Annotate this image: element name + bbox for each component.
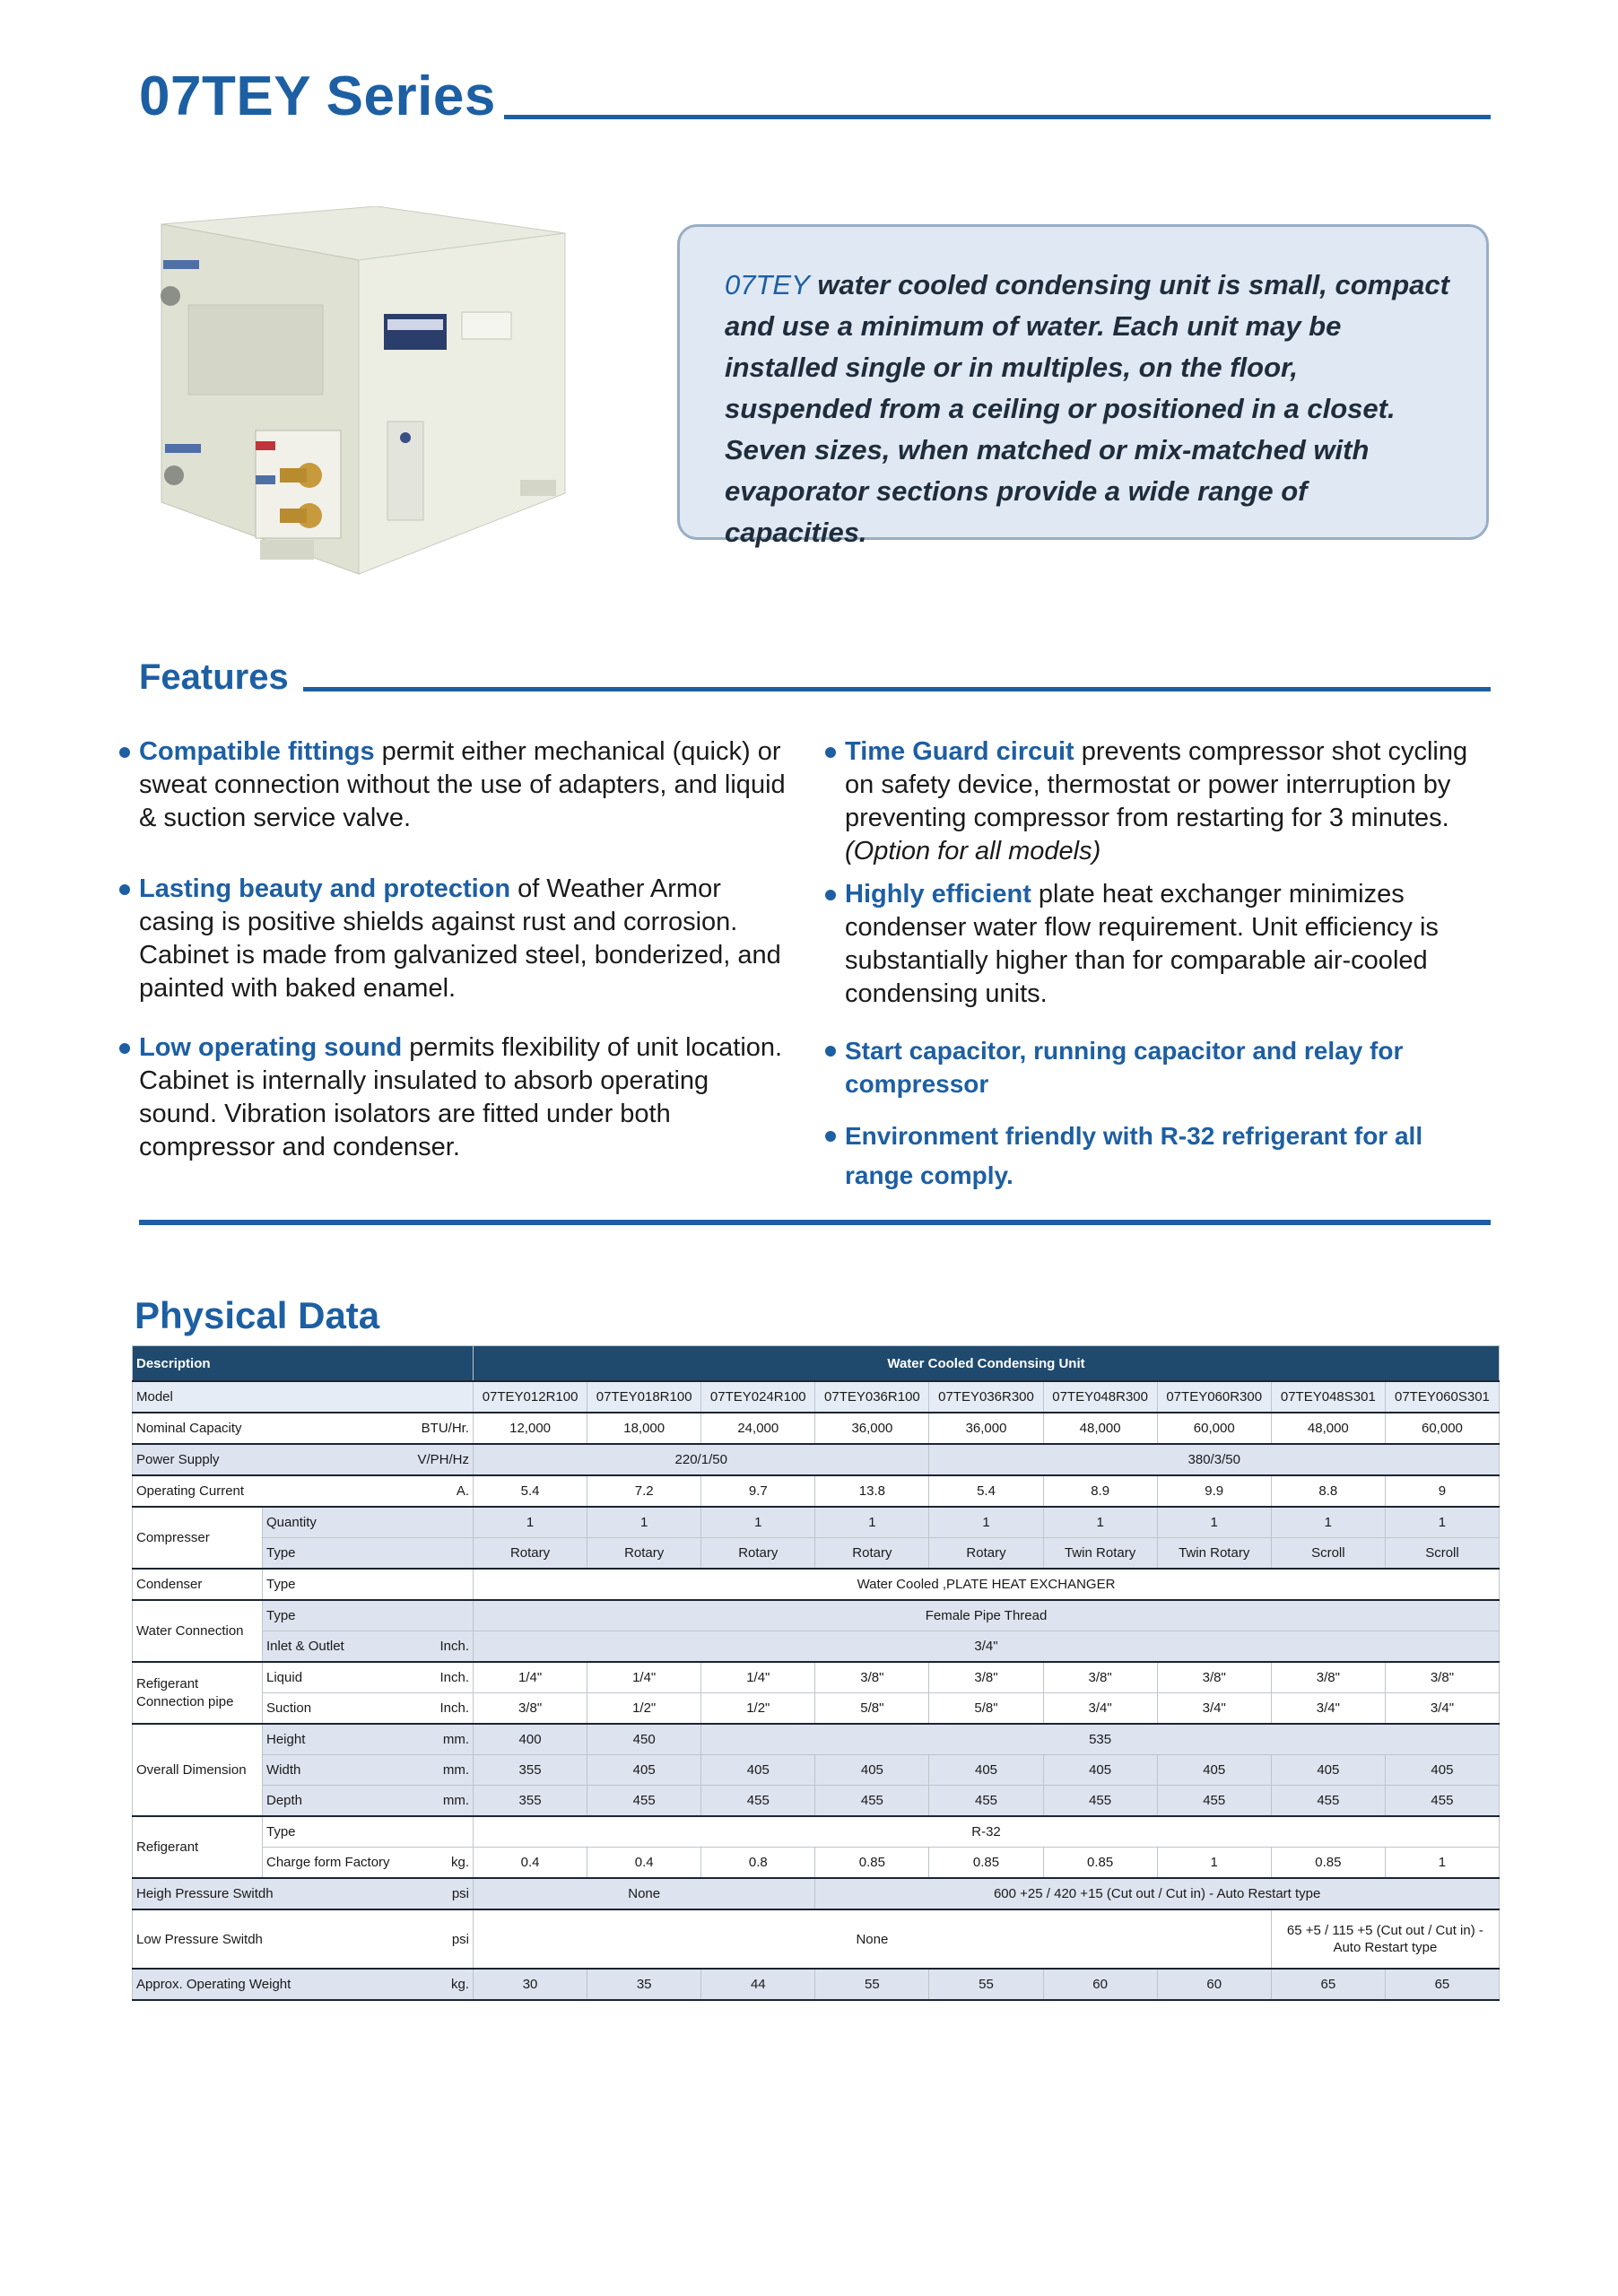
table-row <box>133 1786 1500 1817</box>
row-label-text: Charge form Factory <box>266 1855 390 1870</box>
table-cell: 36,000 <box>929 1413 1043 1444</box>
table-cell: 35 <box>587 1969 701 2000</box>
table-cell: 36,000 <box>815 1413 929 1444</box>
table-cell: 1/4" <box>474 1662 587 1693</box>
table-cell: R-32 <box>474 1816 1500 1848</box>
row-label <box>263 1755 474 1786</box>
table-cell: 12,000 <box>474 1413 587 1444</box>
feature-text: permits flexibility of unit location. Cabinet is internally insulated to absorb operating sound. Vibration isolators are fitted under both compressor and condenser. <box>139 1033 783 1161</box>
group-label: Condenser <box>133 1569 263 1600</box>
row-label-text: Width <box>266 1762 301 1778</box>
table-cell: 1 <box>1385 1507 1499 1538</box>
table-cell: 405 <box>1157 1755 1271 1786</box>
table-row <box>133 1693 1500 1725</box>
model-cell: 07TEY060S301 <box>1385 1381 1499 1413</box>
group-label: Water Connection <box>133 1600 263 1662</box>
row-label <box>263 1693 474 1725</box>
table-row <box>133 1444 1500 1475</box>
intro-body: water cooled condensing unit is small, compact and use a minimum of water. Each unit may be installed single or in multiples, on the floor, suspended from a ceiling or positioned in a closet. Seven sizes, when matched or mix-matched with evaporator sections provide a wide range of capacities. <box>725 269 1449 548</box>
row-label-text: Approx. Operating Weight <box>136 1977 291 1992</box>
model-cell: 07TEY012R100 <box>474 1381 587 1413</box>
table-cell: 9.7 <box>701 1475 815 1507</box>
table-row <box>133 1724 1500 1755</box>
table-cell: 1/2" <box>701 1693 815 1725</box>
row-label-text: Suction <box>266 1700 312 1716</box>
intro-box <box>677 224 1489 548</box>
table-row <box>133 1631 1500 1663</box>
features-title: Features <box>139 657 289 697</box>
features-rule <box>303 687 1491 691</box>
table-cell: 450 <box>587 1724 701 1755</box>
row-unit: psi <box>451 1931 470 1947</box>
table-cell: 405 <box>815 1755 929 1786</box>
table-cell: 3/8" <box>929 1662 1043 1693</box>
header-description: Description <box>133 1346 474 1382</box>
feature-item <box>139 735 794 835</box>
row-label-text: Inlet & Outlet <box>266 1639 344 1654</box>
table-cell: 1 <box>929 1507 1043 1538</box>
table-cell: 380/3/50 <box>929 1444 1500 1475</box>
table-cell: 55 <box>815 1969 929 2000</box>
table-cell: 0.4 <box>474 1848 587 1879</box>
feature-highlight: Compatible fittings <box>139 737 375 766</box>
table-cell: 55 <box>929 1969 1043 2000</box>
feature-highlight: Lasting beauty and protection <box>139 874 511 903</box>
page-title: 07TEY Series <box>139 65 496 127</box>
table-cell: 3/8" <box>474 1693 587 1725</box>
table-cell: 3/4" <box>1157 1693 1271 1725</box>
feature-text: Environment friendly with R-32 refrigerant for all range comply. <box>845 1122 1423 1189</box>
table-cell: 1/4" <box>587 1662 701 1693</box>
table-row <box>133 1878 1500 1909</box>
table-cell: 455 <box>1385 1786 1499 1817</box>
model-cell: 07TEY036R300 <box>929 1381 1043 1413</box>
table-cell: 8.9 <box>1043 1475 1157 1507</box>
feature-text: prevents compressor shot cycling on safety device, thermostat or power interruption by preventing compressor from restarting for 3 minutes. <box>845 737 1468 832</box>
table-cell: 0.85 <box>1271 1848 1385 1879</box>
table-cell: 405 <box>929 1755 1043 1786</box>
table-cell: 1 <box>1157 1507 1271 1538</box>
row-label-text: Low Pressure Switdh <box>136 1931 263 1947</box>
table-cell: 5.4 <box>474 1475 587 1507</box>
feature-highlight: Time Guard circuit <box>845 737 1074 766</box>
row-label <box>263 1786 474 1817</box>
table-cell: 355 <box>474 1786 587 1817</box>
table-cell: 455 <box>1271 1786 1385 1817</box>
table-cell: 405 <box>1385 1755 1499 1786</box>
table-row <box>133 1909 1500 1969</box>
bullet-icon <box>119 1043 130 1054</box>
model-cell: 07TEY036R100 <box>815 1381 929 1413</box>
group-label: Overall Dimension <box>133 1724 263 1816</box>
table-cell: 0.85 <box>815 1848 929 1879</box>
group-label: Compresser <box>133 1507 263 1569</box>
row-unit: psi <box>451 1886 470 1901</box>
table-cell: 48,000 <box>1043 1413 1157 1444</box>
table-cell: 9.9 <box>1157 1475 1271 1507</box>
table-cell: 65 <box>1271 1969 1385 2000</box>
table-cell: 3/4" <box>1385 1693 1499 1725</box>
table-cell: 9 <box>1385 1475 1499 1507</box>
table-cell: 5/8" <box>815 1693 929 1725</box>
table-cell: 3/8" <box>815 1662 929 1693</box>
feature-item <box>139 873 794 1005</box>
table-cell: 3/8" <box>1043 1662 1157 1693</box>
table-row <box>133 1381 1500 1413</box>
intro-lead: 07TEY <box>725 269 810 300</box>
bullet-icon <box>119 747 130 758</box>
table-cell: Twin Rotary <box>1157 1538 1271 1570</box>
feature-highlight: Highly efficient <box>845 880 1031 909</box>
table-cell: 220/1/50 <box>474 1444 929 1475</box>
row-label <box>263 1724 474 1755</box>
row-label <box>263 1631 474 1663</box>
table-cell: 1 <box>587 1507 701 1538</box>
table-cell: Rotary <box>929 1538 1043 1570</box>
table-row <box>133 1848 1500 1879</box>
table-cell: 0.85 <box>929 1848 1043 1879</box>
row-label-text: Height <box>266 1732 306 1747</box>
table-cell: 405 <box>587 1755 701 1786</box>
bullet-icon <box>825 1046 836 1057</box>
row-unit: mm. <box>442 1762 470 1778</box>
physical-data-title: Physical Data <box>135 1294 380 1336</box>
feature-highlight: Low operating sound <box>139 1033 403 1062</box>
row-label: Type <box>263 1816 474 1848</box>
row-unit: Inch. <box>439 1639 470 1654</box>
row-unit: BTU/Hr. <box>421 1421 470 1436</box>
table-row <box>133 1600 1500 1631</box>
table-cell: 0.8 <box>701 1848 815 1879</box>
table-cell: 24,000 <box>701 1413 815 1444</box>
bullet-icon <box>825 747 836 758</box>
row-label: Quantity <box>263 1507 474 1538</box>
row-unit: A. <box>456 1483 470 1499</box>
product-image <box>152 206 574 583</box>
table-row <box>133 1507 1500 1538</box>
row-label <box>133 1969 474 2000</box>
bullet-icon <box>825 890 836 900</box>
table-cell: 5/8" <box>929 1693 1043 1725</box>
row-label-text: Heigh Pressure Switdh <box>136 1886 274 1901</box>
group-label: Refigerant Connection pipe <box>133 1662 263 1724</box>
table-cell: 1 <box>1385 1848 1499 1879</box>
table-cell: 1 <box>1043 1507 1157 1538</box>
table-cell: 405 <box>701 1755 815 1786</box>
table-cell: 48,000 <box>1271 1413 1385 1444</box>
table-cell: 65 <box>1385 1969 1499 2000</box>
row-label-text: Power Supply <box>136 1452 220 1467</box>
table-cell: 65 +5 / 115 +5 (Cut out / Cut in) - Auto Restart type <box>1271 1909 1499 1969</box>
table-cell: 0.4 <box>587 1848 701 1879</box>
table-cell: 600 +25 / 420 +15 (Cut out / Cut in) - Auto Restart type <box>815 1878 1500 1909</box>
table-row <box>133 1475 1500 1507</box>
table-cell: 535 <box>701 1724 1500 1755</box>
table-cell: 30 <box>474 1969 587 2000</box>
table-row <box>133 1755 1500 1786</box>
table-cell: Rotary <box>701 1538 815 1570</box>
table-cell: 1 <box>1271 1507 1385 1538</box>
row-label-text: Operating Current <box>136 1483 245 1499</box>
row-unit: Inch. <box>439 1670 470 1685</box>
table-header-row <box>133 1346 1500 1382</box>
table-cell: 1 <box>701 1507 815 1538</box>
table-cell: 455 <box>1157 1786 1271 1817</box>
row-label: Type <box>263 1600 474 1631</box>
table-cell: Water Cooled ,PLATE HEAT EXCHANGER <box>474 1569 1500 1600</box>
table-cell: 455 <box>815 1786 929 1817</box>
table-cell: 3/4" <box>1271 1693 1385 1725</box>
table-cell: None <box>474 1878 815 1909</box>
feature-text: permit either mechanical (quick) or sweat connection without the use of adapters, and liquid & suction service valve. <box>139 737 786 832</box>
table-cell: Rotary <box>474 1538 587 1570</box>
model-cell: 07TEY018R100 <box>587 1381 701 1413</box>
row-label: Type <box>263 1538 474 1570</box>
table-row <box>133 1413 1500 1444</box>
table-cell: 60,000 <box>1157 1413 1271 1444</box>
title-rule <box>504 115 1491 119</box>
table-row <box>133 1569 1500 1600</box>
table-cell: 3/8" <box>1385 1662 1499 1693</box>
table-cell: 60,000 <box>1385 1413 1499 1444</box>
row-label <box>133 1475 474 1507</box>
row-label <box>133 1909 474 1969</box>
row-label <box>263 1848 474 1879</box>
row-unit: mm. <box>442 1793 470 1808</box>
row-label <box>133 1878 474 1909</box>
table-cell: Rotary <box>587 1538 701 1570</box>
physical-data-table <box>132 1345 1500 2001</box>
header-unit-type: Water Cooled Condensing Unit <box>474 1346 1500 1382</box>
row-label-text: Depth <box>266 1793 303 1808</box>
feature-item <box>845 878 1491 1011</box>
table-cell: Rotary <box>815 1538 929 1570</box>
model-cell: 07TEY048R300 <box>1043 1381 1157 1413</box>
table-row <box>133 1662 1500 1693</box>
table-row <box>133 1969 1500 2000</box>
table-cell: Scroll <box>1271 1538 1385 1570</box>
table-row <box>133 1816 1500 1848</box>
row-label-text: Nominal Capacity <box>136 1421 242 1436</box>
row-label <box>133 1413 474 1444</box>
table-cell: 455 <box>1043 1786 1157 1817</box>
bullet-icon <box>119 884 130 895</box>
row-label: Type <box>263 1569 474 1600</box>
table-cell: 3/4" <box>1043 1693 1157 1725</box>
row-unit: mm. <box>442 1732 470 1747</box>
table-cell: 455 <box>701 1786 815 1817</box>
model-cell: 07TEY024R100 <box>701 1381 815 1413</box>
feature-item <box>845 735 1491 868</box>
table-cell: 0.85 <box>1043 1848 1157 1879</box>
model-cell: 07TEY060R300 <box>1157 1381 1271 1413</box>
table-cell: 405 <box>1271 1755 1385 1786</box>
table-cell: 44 <box>701 1969 815 2000</box>
feature-text: Start capacitor, running capacitor and relay for compressor <box>845 1037 1404 1098</box>
table-cell: 1/4" <box>701 1662 815 1693</box>
row-unit: V/PH/Hz <box>417 1452 470 1467</box>
table-row <box>133 1538 1500 1570</box>
feature-text: of Weather Armor casing is positive shields against rust and corrosion. Cabinet is made from galvanized steel, bonderized, and painted with baked enamel. <box>139 874 781 1003</box>
row-label: Model <box>133 1381 474 1413</box>
table-cell: 400 <box>474 1724 587 1755</box>
feature-item <box>139 1031 794 1164</box>
table-cell: 455 <box>929 1786 1043 1817</box>
table-cell: Female Pipe Thread <box>474 1600 1500 1631</box>
row-label <box>133 1444 474 1475</box>
row-label-text: Liquid <box>266 1670 303 1685</box>
table-cell: 1 <box>474 1507 587 1538</box>
feature-item <box>845 1034 1473 1100</box>
table-cell: 455 <box>587 1786 701 1817</box>
table-cell: 3/8" <box>1157 1662 1271 1693</box>
row-unit: kg. <box>451 1977 470 1992</box>
table-cell: 60 <box>1157 1969 1271 2000</box>
feature-text: plate heat exchanger minimizes condenser water flow requirement. Unit efficiency is substantially higher than for comparable air-cooled condensing units. <box>845 880 1439 1008</box>
table-cell: 18,000 <box>587 1413 701 1444</box>
table-cell: 1/2" <box>587 1693 701 1725</box>
table-cell: 1 <box>1157 1848 1271 1879</box>
row-unit: Inch. <box>439 1700 470 1716</box>
table-cell: 13.8 <box>815 1475 929 1507</box>
table-cell: 3/8" <box>1271 1662 1385 1693</box>
table-cell: 355 <box>474 1755 587 1786</box>
table-cell: 5.4 <box>929 1475 1043 1507</box>
group-label: Refigerant <box>133 1816 263 1878</box>
table-cell: 1 <box>815 1507 929 1538</box>
features-bottom-rule <box>139 1220 1491 1225</box>
row-unit: kg. <box>451 1855 470 1870</box>
table-cell: 3/4" <box>474 1631 1500 1663</box>
feature-note: (Option for all models) <box>845 837 1101 865</box>
model-cell: 07TEY048S301 <box>1271 1381 1385 1413</box>
table-cell: 7.2 <box>587 1475 701 1507</box>
table-cell: 8.8 <box>1271 1475 1385 1507</box>
feature-item <box>845 1117 1473 1196</box>
table-cell: 405 <box>1043 1755 1157 1786</box>
table-cell: Twin Rotary <box>1043 1538 1157 1570</box>
row-label <box>263 1662 474 1693</box>
intro-text <box>725 265 1450 553</box>
table-cell: None <box>474 1909 1272 1969</box>
table-cell: Scroll <box>1385 1538 1499 1570</box>
table-cell: 60 <box>1043 1969 1157 2000</box>
bullet-icon <box>825 1131 836 1142</box>
